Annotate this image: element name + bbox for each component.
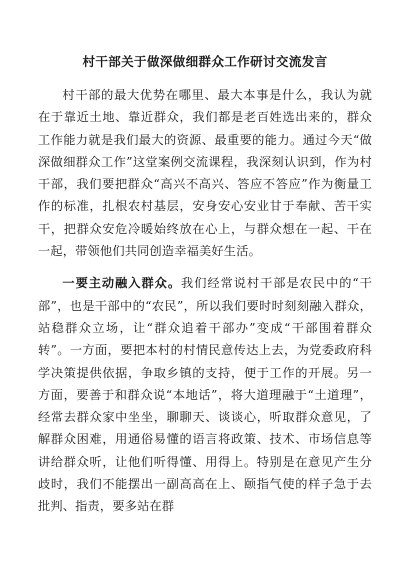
paragraph-text: 我们经常说村干部是农民中的“干部”，也是干部中的“农民”，所以我们要时时刻刻融入群众，站稳群众立场，让“群众追着干部办”变成“干部围着群众转”。一方面，要把本村的村情民意传达上去，为党委政府科学决策提供依据，争取乡镇的支持，便于工作的开展。另一方面，要善于和群众说“本地话”，将大道理融于“土道理”，经常去群众家中坐坐，聊聊天、谈谈心，听取群众意见，了解群众困难，用通俗易懂的语言将政策、技术、市场信息等讲给群众听，让他们听得懂、用得上。特别是在意见产生分歧时，我们不能摆出一副高高在上、颐指气使的样子急于去批判、指责，要多站在群 bbox=[38, 276, 372, 514]
section-heading: 一要主动融入群众。 bbox=[62, 276, 182, 291]
paragraph-section-1 bbox=[38, 272, 372, 517]
document-title: 村干部关于做深做细群众工作研讨交流发言 bbox=[82, 54, 328, 69]
paragraph-text: 村干部的最大优势在哪里、最大本事是什么，我认为就在于靠近土地、靠近群众，我们都是老百姓选出来的，群众工作能力就是我们最大的资源、最重要的能力。通过今天“做深做细群众工作”这堂案例交流课程，我深刻认识到，作为村干部，我们要把群众“高兴不高兴、答应不答应”作为衡量工作的标准，扎根农村基层，安身安心安业甘于奉献、苦干实干，把群众安危冷暖始终放在心上，与群众想在一起、干在一起，带领他们共同创造幸福美好生活。 bbox=[38, 88, 372, 259]
paragraph-intro bbox=[38, 84, 372, 262]
